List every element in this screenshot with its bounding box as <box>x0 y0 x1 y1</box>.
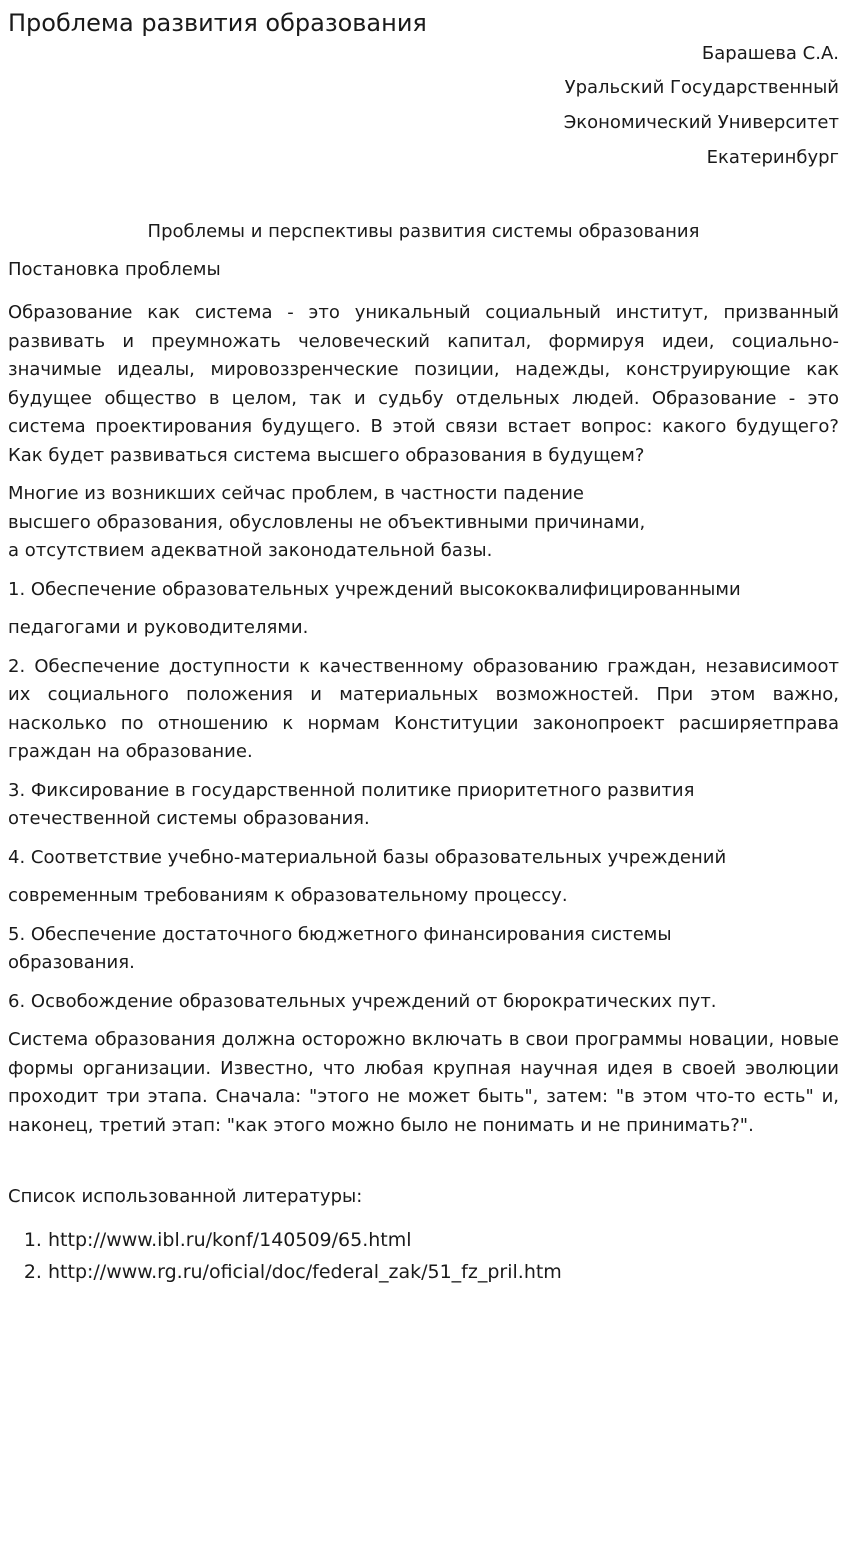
reference-item-1[interactable]: 1. http://www.ibl.ru/konf/140509/65.html <box>48 1224 839 1256</box>
list-item-1-line-2: педагогами и руководителями. <box>8 617 309 638</box>
list-item-5-line-1: 5. Обеспечение достаточного бюджетного финансирования системы <box>8 923 672 945</box>
references-title: Список использованной литературы: <box>8 1186 363 1207</box>
author-name: Барашева С.А. <box>701 43 839 64</box>
city: Екатеринбург <box>706 147 839 168</box>
document-page <box>0 9 847 1550</box>
list-item-2: 2. Обеспечение доступности к качественному образованию граждан, независимоот их социального положения и материальных возможностей. При этом важно, насколько по отношению к нормам Конституции законопроект расширяетправа граждан на образование. <box>8 655 839 762</box>
list-item-3-line-1: 3. Фиксирование в государственной политике приоритетного развития <box>8 779 695 801</box>
list-item-1-line-1: 1. Обеспечение образовательных учреждений высококвалифицированными <box>8 578 741 600</box>
section-label: Постановка проблемы <box>8 259 221 280</box>
list-item-4-line-2: современным требованиям к образовательному процессу. <box>8 885 568 906</box>
document-title: Проблема развития образования <box>8 9 427 37</box>
affiliation-line-1: Уральский Государственный <box>564 77 839 98</box>
list-item-5-line-2: образования. <box>8 952 135 973</box>
paragraph-intro: Образование как система - это уникальный социальный институт, призванный развивать и преумножать человеческий капитал, формируя идеи, социально-значимые идеалы, мировоззренческие позиции, надежды, конструирующие как будущее общество в целом, так и судьбу отдельных людей. Образование - это система проектирования будущего. В этой связи встает вопрос: какого будущего? Как будет развиваться система высшего образования в будущем? <box>8 302 839 466</box>
paragraph-problems-line-3: а отсутствием адекватной законодательной базы. <box>8 540 493 561</box>
list-item-3-line-2: отечественной системы образования. <box>8 808 370 829</box>
affiliation-line-2: Экономический Университет <box>563 112 839 133</box>
references-list <box>8 1224 839 1288</box>
list-item-4-line-1: 4. Соответствие учебно-материальной базы образовательных учреждений <box>8 846 727 868</box>
list-item-6: 6. Освобождение образовательных учреждений от бюрократических пут. <box>8 990 717 1012</box>
section-heading: Проблемы и перспективы развития системы образования <box>147 221 700 242</box>
paragraph-conclusion: Система образования должна осторожно включать в свои программы новации, новые формы организации. Известно, что любая крупная научная идея в своей эволюции проходит три этапа. Сначала: "этого не может быть", затем: "в этом что-то есть" и, наконец, третий этап: "как этого можно было не понимать и не принимать?". <box>8 1029 839 1136</box>
reference-item-2[interactable]: 2. http://www.rg.ru/oficial/doc/federal_zak/51_fz_pril.htm <box>48 1256 839 1288</box>
paragraph-problems-line-1: Многие из возникших сейчас проблем, в частности падение <box>8 483 585 504</box>
paragraph-problems-line-2: высшего образования, обусловлены не объективными причинами, <box>8 511 646 533</box>
